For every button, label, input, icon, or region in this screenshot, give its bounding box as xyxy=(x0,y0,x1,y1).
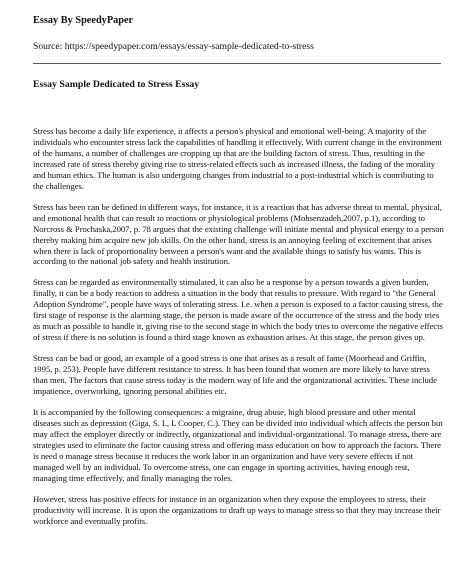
essay-body xyxy=(33,126,445,527)
brand-header: Essay By SpeedyPaper xyxy=(33,15,134,26)
paragraph-5: It is accompanied by the following consequences: a migraine, drug abuse, high blood pressure and other mental diseases such as depression (Giga, S. I., L Cooper, C.). They can be divided into individual which affects the person but may affect the employer directly or indirectly, organizational and individual-organizational. To manage stress, there are strategies used to eliminate the factor causing stress and offering mass education on how to approach the factors. There is need o manage stress because it reduces the work labor in an organization and have very severe effects if not managed well by an individual. To overcome stress, one can engage in sporting activities, having enough rest, managing time effectively, and finally managing the roles. xyxy=(33,406,443,483)
paragraph-1: Stress has become a daily life experience, it affects a person's physical and emotional well-being. A majority of the individuals who encounter stress lack the capabilities of handling it effectively. With current change in the environment of the humans, a number of challenges are cropping up that are the building factors of stress. Thus, resulting in the increased rate of stress thereby giving rise to stress-related effects such as increased illness, the fading of the morality and human ethics. The human is also undergoing changes from industrial to a post-industrial which is contributing to the challenges. xyxy=(33,126,442,191)
header-divider xyxy=(33,63,441,64)
paragraph-3: Stress can be regarded as environmentally stimulated, it can also be a response by a person towards a given burden, finally, it can be a body reaction to address a situation in the body that results to pressure. With regard to "the General Adoption Syndrome", people have ways of tolerating stress. I.e. when a person is exposed to a factor causing stress, the first stage of response is the alarming stage, the person is made aware of the occurrence of the stress and the body tries as much as possible to handle it, giving rise to the second stage in which the body tries to overcome the negative effects of stress if there is no solution is found a third stage known as exhaustion arises. At this stage, the person gives up. xyxy=(33,277,443,343)
paragraph-6: However, stress has positive effects for instance in an organization when they expose the employees to stress, their productivity will increase. It is upon the organizations to draft up ways to manage stress so that they may increase their workforce and eventually profits. xyxy=(33,493,441,526)
essay-title: Essay Sample Dedicated to Stress Essay xyxy=(33,79,200,90)
paragraph-4: Stress can be bad or good, an example of a good stress is one that arises as a result of fame (Moorhead and Griffin, 1995, p. 253). People have different resistance to stress. It has been found that women are more likely to have stress than men. The factors that cause stress today is the modern way of life and the organizational activities. These include impatience, overworking, ignoring personal abilities etc. xyxy=(33,353,437,397)
source-line: Source: https://speedypaper.com/essays/essay-sample-dedicated-to-stress xyxy=(33,41,314,52)
paragraph-2: Stress has been can be defined in different ways, for instance, it is a reaction that has adverse threat to mental, physical, and emotional health that can result to reactions or physiological problems (Mohsenzadeh,2007, p.1), according to Norcross & Prochaska,2007, p. 78 argues that the existing challenge will initiate mental and physical energy to a person thereby making him acquire new job skills. On the other hand, stress is an annoying feeling of excitement that arises when there is lack of proportionality between a person's want and the available things to satisfy his wants. This is according to the national job safety and health institution. xyxy=(33,201,444,267)
